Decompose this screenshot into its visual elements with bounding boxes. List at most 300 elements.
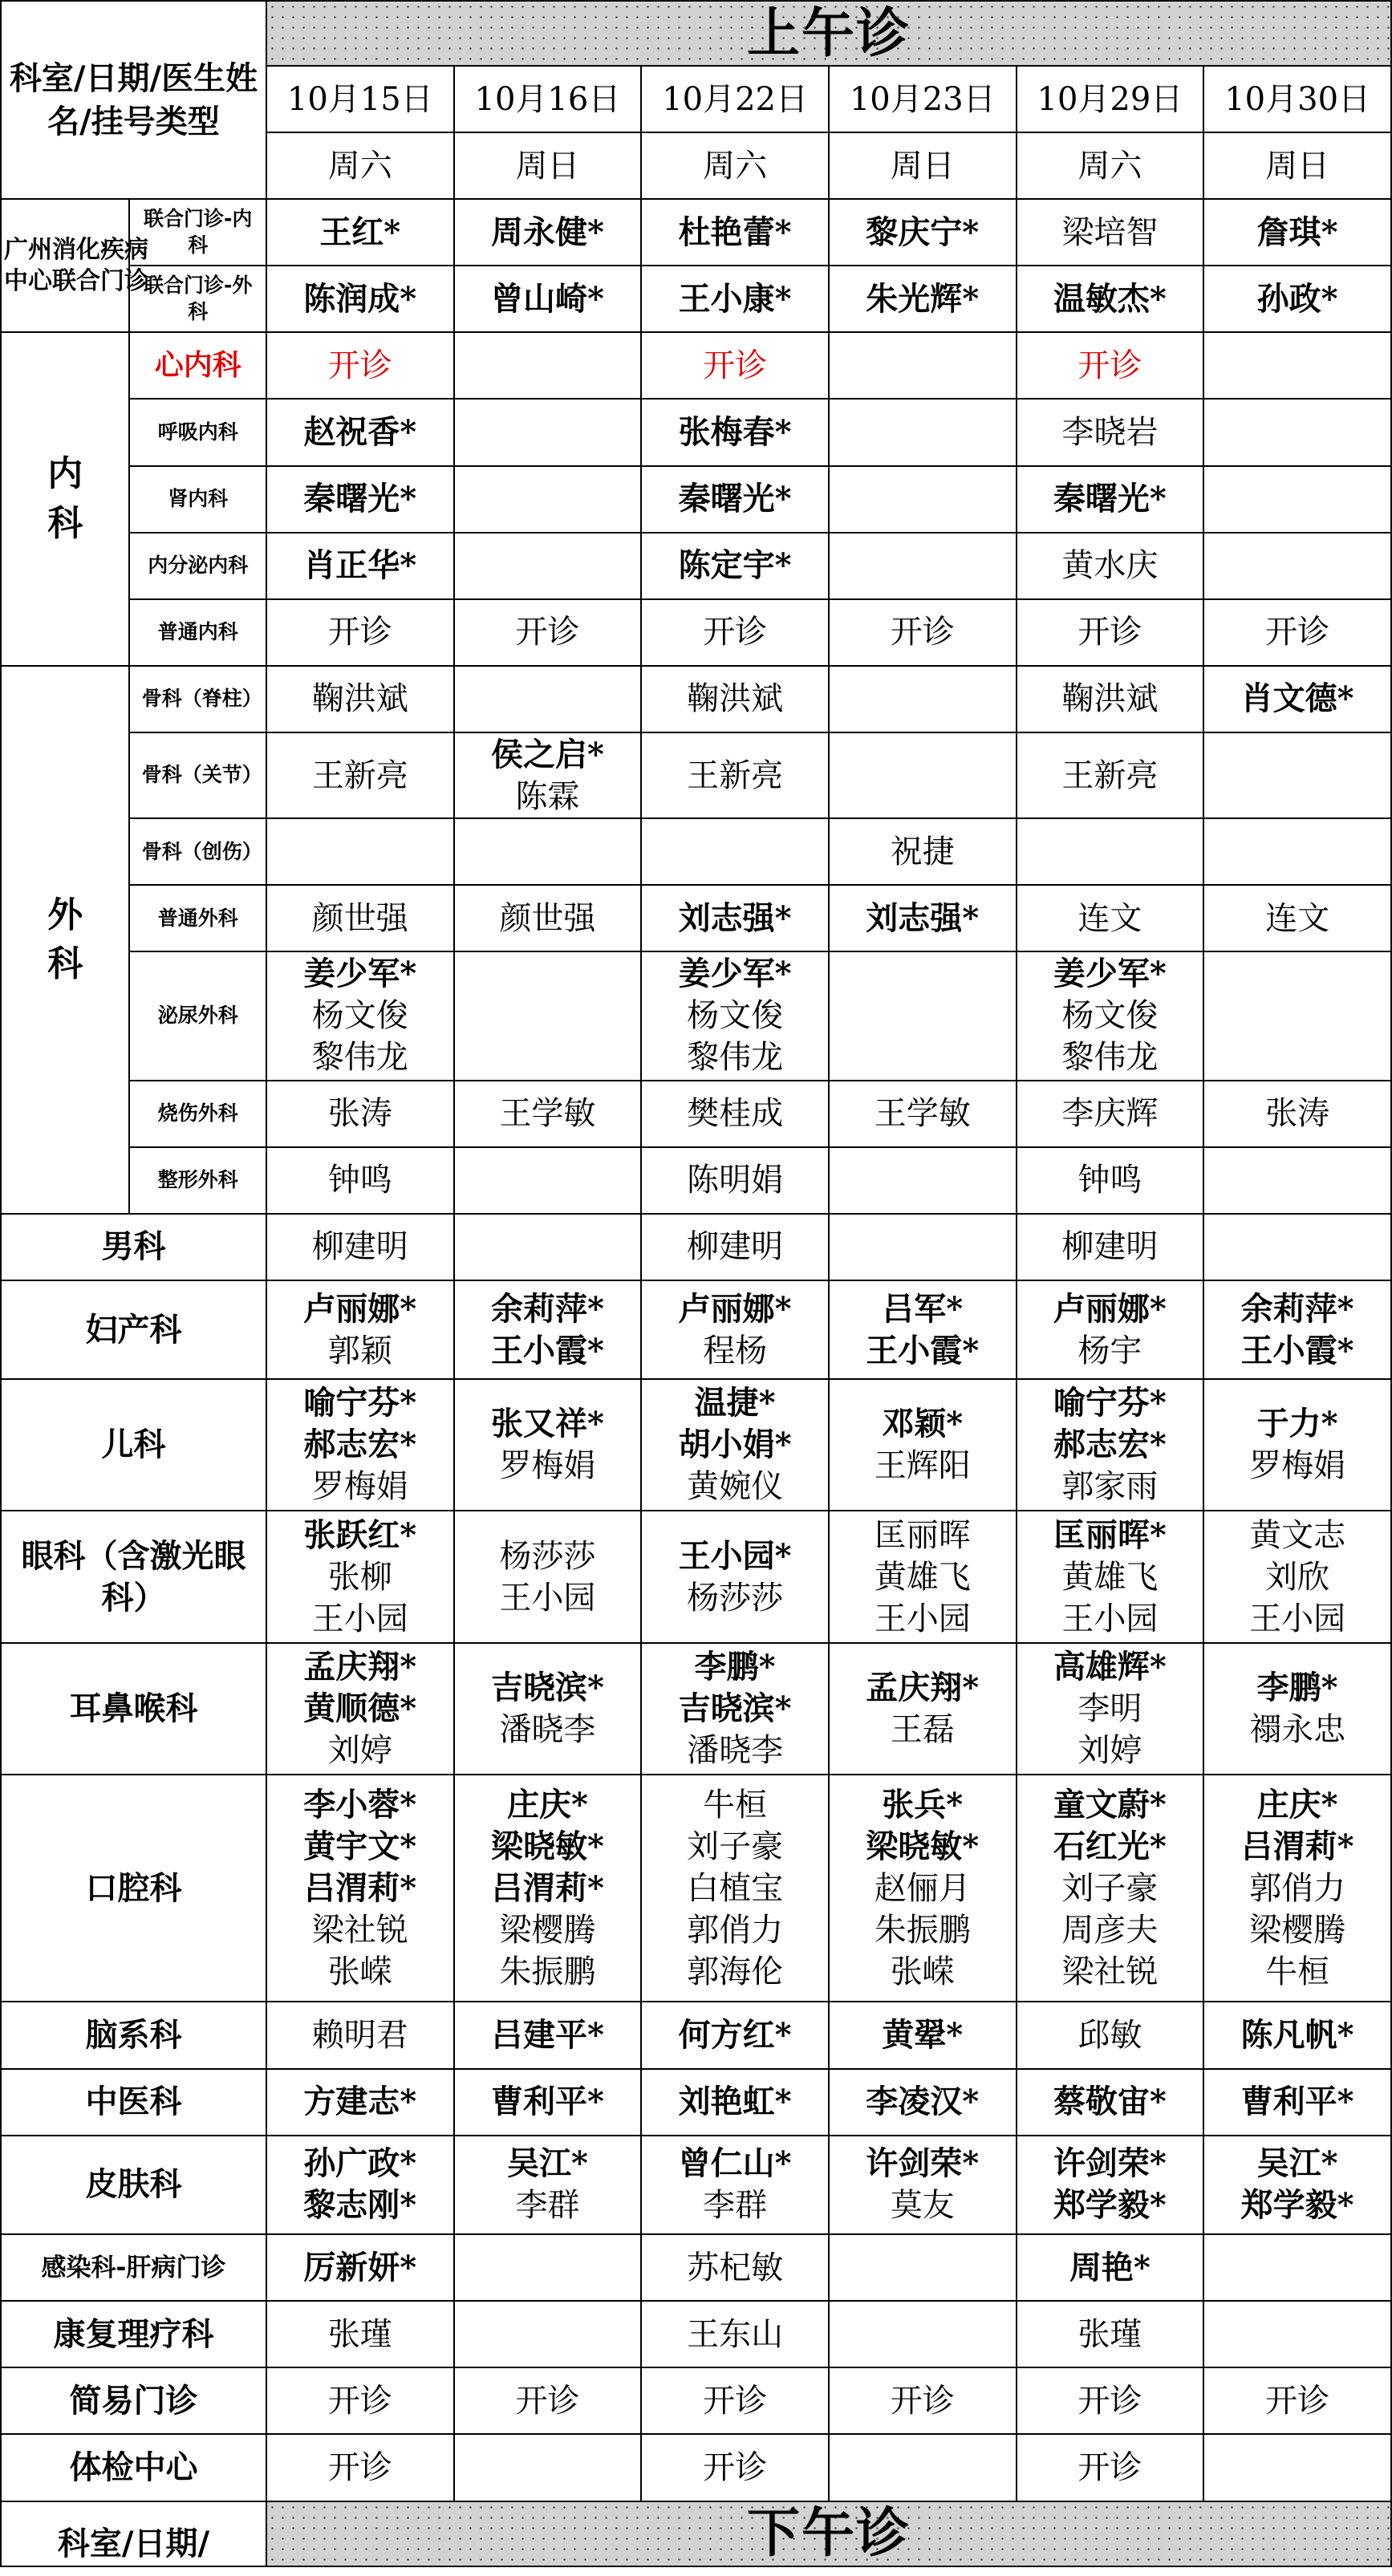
- schedule-row: [1, 332, 1391, 399]
- sub-department: [129, 885, 266, 951]
- schedule-cell: [1017, 666, 1204, 732]
- schedule-row: [1, 2002, 1391, 2068]
- doctor-name: 黄顺德*: [303, 1689, 417, 1727]
- sub-department: [129, 266, 266, 332]
- schedule-row: [1, 885, 1391, 951]
- weekday-header: 周六: [266, 132, 454, 199]
- schedule-cell: [641, 1775, 829, 2002]
- schedule-cell: [1203, 2069, 1391, 2136]
- doctor-name: 梁社锐: [1061, 1953, 1159, 1990]
- doctor-name: 黎志刚*: [303, 2186, 417, 2225]
- department: [1, 2234, 266, 2301]
- doctor-name: 开诊: [515, 2382, 580, 2420]
- department-group: [1, 199, 148, 332]
- schedule-cell: [829, 818, 1017, 885]
- schedule-cell: [454, 1775, 642, 2002]
- sub-department-label: 呼吸内科: [157, 420, 238, 444]
- doctor-name: 许剑荣*: [1053, 2144, 1167, 2183]
- schedule-cell: [454, 885, 642, 951]
- department: [1, 2367, 266, 2434]
- sub-department: [129, 732, 266, 818]
- sub-department-label: 普通外科: [157, 906, 238, 930]
- department-group-label: 内科: [47, 453, 83, 545]
- doctor-name: 石红光*: [1053, 1827, 1167, 1865]
- doctor-name: 郭家雨: [1061, 1468, 1159, 1506]
- doctor-name: 肖文德*: [1240, 679, 1354, 718]
- schedule-cell: [829, 1775, 1017, 2002]
- schedule-cell: [1203, 666, 1391, 732]
- schedule-cell: [829, 1147, 1017, 1214]
- doctor-name: 张涛: [327, 1095, 392, 1133]
- doctor-name: 王小园: [499, 1579, 596, 1617]
- schedule-row: [1, 466, 1391, 533]
- doctor-name: 朱振鹏: [874, 1911, 971, 1949]
- doctor-name: 张嵘: [327, 1953, 392, 1990]
- doctor-name: 侯之启*: [490, 735, 604, 773]
- schedule-cell: [266, 2367, 454, 2434]
- doctor-name: 罗梅娟: [311, 1468, 408, 1506]
- schedule-cell: [829, 1280, 1017, 1380]
- doctor-name: 王辉阳: [874, 1447, 971, 1485]
- schedule-cell: [1203, 533, 1391, 599]
- schedule-cell: [1203, 1147, 1391, 1214]
- schedule-cell: [454, 1280, 642, 1380]
- schedule-cell: [641, 2069, 829, 2136]
- doctor-name: 王东山: [687, 2315, 784, 2353]
- sub-department: [129, 399, 266, 465]
- doctor-name: 秦曙光*: [303, 480, 417, 518]
- doctor-name: 开诊: [703, 347, 768, 384]
- doctor-name: 温敏杰*: [1053, 279, 1167, 318]
- schedule-cell: [1017, 2234, 1204, 2301]
- schedule-cell: [266, 1511, 454, 1642]
- department-label: 中医科: [85, 2083, 182, 2121]
- schedule-cell: [1203, 266, 1391, 332]
- schedule-cell: [1203, 466, 1391, 533]
- doctor-name: 喻宁芬*: [1053, 1384, 1167, 1422]
- department-label: 口腔科: [85, 1869, 182, 1907]
- doctor-name: 刘婷: [327, 1731, 392, 1769]
- doctor-name: 李小蓉*: [303, 1785, 417, 1823]
- sub-department: [129, 599, 266, 666]
- schedule-cell: [1203, 2002, 1391, 2068]
- schedule-cell: [641, 1081, 829, 1147]
- schedule-cell: [641, 818, 829, 885]
- doctor-name: 卢丽娜*: [303, 1289, 417, 1328]
- page-bottom-edge: [0, 2567, 1392, 2576]
- schedule-cell: [454, 732, 642, 818]
- schedule-row: [1, 951, 1391, 1080]
- schedule-cell: [1203, 818, 1391, 885]
- doctor-name: 王小霞*: [1240, 1331, 1354, 1369]
- schedule-cell: [454, 599, 642, 666]
- doctor-name: 梁樱腾: [499, 1911, 596, 1949]
- doctor-name: 王小园*: [678, 1536, 792, 1575]
- department-label: 脑系科: [85, 2017, 182, 2055]
- schedule-cell: [1203, 599, 1391, 666]
- doctor-name: 开诊: [327, 2382, 392, 2420]
- schedule-cell: [829, 951, 1017, 1080]
- sub-department: [129, 533, 266, 599]
- doctor-name: 李晓岩: [1061, 413, 1159, 451]
- schedule-cell: [1017, 1643, 1204, 1775]
- sub-department-label: 联合门诊-内科: [144, 207, 253, 257]
- schedule-cell: [1203, 1643, 1391, 1775]
- doctor-name: 朱振鹏: [499, 1953, 596, 1990]
- doctor-name: 郑学毅*: [1240, 2186, 1354, 2225]
- doctor-name: 刘欣: [1265, 1558, 1330, 1596]
- schedule-cell: [266, 399, 454, 465]
- schedule-cell: [829, 2234, 1017, 2301]
- schedule-cell: [641, 2301, 829, 2367]
- doctor-name: 喻宁芬*: [303, 1384, 417, 1422]
- schedule-cell: [1017, 2136, 1204, 2235]
- doctor-name: 鞠洪斌: [311, 680, 408, 718]
- schedule-cell: [266, 2234, 454, 2301]
- schedule-cell: [454, 533, 642, 599]
- doctor-name: 何方红*: [678, 2016, 792, 2055]
- schedule-cell: [454, 399, 642, 465]
- doctor-name: 王小霞*: [490, 1331, 604, 1369]
- doctor-name: 杨宇: [1077, 1332, 1142, 1369]
- doctor-name: 苏杞敏: [687, 2249, 784, 2286]
- doctor-name: 开诊: [515, 614, 580, 651]
- sub-department: [129, 466, 266, 533]
- schedule-cell: [829, 399, 1017, 465]
- schedule-cell: [829, 199, 1017, 266]
- doctor-name: 杨文俊: [1061, 997, 1159, 1035]
- schedule-cell: [266, 666, 454, 732]
- department-group-label: 外科: [47, 894, 83, 985]
- doctor-name: 孟庆翔*: [866, 1668, 980, 1706]
- schedule-cell: [641, 2367, 829, 2434]
- doctor-name: 庄庆*: [506, 1785, 588, 1823]
- department: [1, 2301, 266, 2367]
- department-label: 男科: [101, 1228, 166, 1266]
- sub-department-label: 骨科（脊柱）: [141, 687, 262, 711]
- schedule-cell: [641, 399, 829, 465]
- schedule-row: [1, 2234, 1391, 2301]
- schedule-row: [1, 732, 1391, 818]
- schedule-cell: [1017, 1775, 1204, 2002]
- afternoon-banner-row: [1, 2501, 1391, 2566]
- doctor-name: 杨莎莎: [687, 1579, 784, 1617]
- schedule-cell: [266, 732, 454, 818]
- schedule-cell: [641, 1643, 829, 1775]
- doctor-name: 牛桓: [1265, 1953, 1330, 1990]
- doctor-name: 邱敏: [1077, 2017, 1142, 2055]
- corner-label: 科室/日期/医生姓名/挂号类型: [1, 1, 266, 199]
- department-label: 耳鼻喉科: [69, 1690, 198, 1727]
- schedule-cell: [641, 732, 829, 818]
- schedule-cell: [454, 266, 642, 332]
- schedule-cell: [266, 599, 454, 666]
- schedule-cell: [829, 1379, 1017, 1511]
- schedule-cell: [1203, 2434, 1391, 2501]
- doctor-name: 开诊: [1265, 614, 1330, 651]
- doctor-name: 张瑾: [327, 2315, 392, 2353]
- schedule-cell: [1017, 818, 1204, 885]
- schedule-row: [1, 2136, 1391, 2235]
- schedule-cell: [829, 1081, 1017, 1147]
- doctor-name: 开诊: [1077, 2449, 1142, 2487]
- doctor-name: 开诊: [1077, 2382, 1142, 2420]
- doctor-name: 黄宇文*: [303, 1827, 417, 1865]
- schedule-cell: [641, 2434, 829, 2501]
- doctor-name: 王小园: [1249, 1600, 1346, 1637]
- sub-department-label: 肾内科: [168, 486, 229, 510]
- doctor-name: 王小园: [874, 1600, 971, 1637]
- schedule-cell: [1203, 2367, 1391, 2434]
- department: [1, 2069, 266, 2136]
- schedule-cell: [1203, 1214, 1391, 1280]
- doctor-name: 陈定宇*: [678, 546, 792, 585]
- schedule-cell: [1017, 399, 1204, 465]
- date-header: 10月22日: [641, 66, 829, 132]
- sub-department: [129, 818, 266, 885]
- schedule-cell: [1203, 332, 1391, 399]
- schedule-cell: [266, 2069, 454, 2136]
- schedule-cell: [266, 2301, 454, 2367]
- department: [1, 1280, 266, 1380]
- doctor-name: 鞠洪斌: [687, 680, 784, 718]
- schedule-cell: [829, 466, 1017, 533]
- doctor-name: 李庆辉: [1061, 1095, 1159, 1133]
- schedule-cell: [829, 2434, 1017, 2501]
- schedule-cell: [266, 818, 454, 885]
- schedule-cell: [1017, 199, 1204, 266]
- department: [1, 1775, 266, 2002]
- schedule-cell: [1203, 1280, 1391, 1380]
- doctor-name: 匡丽晖: [874, 1516, 971, 1554]
- doctor-name: 颜世强: [311, 899, 408, 937]
- schedule-cell: [454, 951, 642, 1080]
- schedule-cell: [1017, 466, 1204, 533]
- doctor-name: 姜少军*: [303, 955, 417, 993]
- doctor-name: 樊桂成: [687, 1095, 784, 1133]
- department-label: 体检中心: [69, 2449, 198, 2487]
- doctor-name: 罗梅娟: [499, 1447, 596, 1485]
- department: [1, 1379, 266, 1511]
- sub-department-label: 联合门诊-外科: [144, 274, 253, 323]
- doctor-name: 连文: [1077, 899, 1142, 937]
- afternoon-banner: 下午诊: [266, 2501, 1391, 2566]
- doctor-name: 庄庆*: [1256, 1785, 1338, 1823]
- doctor-name: 李鹏*: [1256, 1668, 1338, 1706]
- weekday-header: 周日: [1203, 132, 1391, 199]
- weekday-header: 周日: [454, 132, 642, 199]
- schedule-cell: [266, 2434, 454, 2501]
- doctor-name: 张跃红*: [303, 1515, 417, 1554]
- schedule-row: [1, 599, 1391, 666]
- doctor-name: 朱光辉*: [866, 279, 980, 318]
- doctor-name: 秦曙光*: [678, 480, 792, 518]
- schedule-cell: [641, 332, 829, 399]
- schedule-cell: [829, 1643, 1017, 1775]
- doctor-name: 禤永忠: [1249, 1710, 1346, 1748]
- doctor-name: 开诊: [703, 2449, 768, 2487]
- schedule-cell: [454, 1214, 642, 1280]
- doctor-name: 吕渭莉*: [1240, 1827, 1354, 1865]
- weekday-header: 周六: [1017, 132, 1204, 199]
- schedule-cell: [1017, 732, 1204, 818]
- schedule-cell: [1017, 266, 1204, 332]
- doctor-name: 张又祥*: [490, 1405, 604, 1443]
- doctor-name: 罗梅娟: [1249, 1447, 1346, 1485]
- doctor-name: 吕渭莉*: [303, 1868, 417, 1907]
- schedule-cell: [829, 599, 1017, 666]
- doctor-name: 陈明娟: [687, 1162, 784, 1199]
- doctor-name: 梁晓敏*: [866, 1827, 980, 1865]
- doctor-name: 张瑾: [1077, 2315, 1142, 2353]
- doctor-name: 曹利平*: [1240, 2083, 1354, 2121]
- doctor-name: 蔡敬宙*: [1053, 2083, 1167, 2121]
- schedule-row: [1, 399, 1391, 465]
- weekday-header: 周日: [829, 132, 1017, 199]
- schedule-cell: [1203, 1511, 1391, 1642]
- doctor-name: 刘子豪: [687, 1828, 784, 1865]
- doctor-name: 程杨: [703, 1332, 768, 1369]
- schedule-row: [1, 1280, 1391, 1380]
- doctor-name: 肖正华*: [303, 546, 417, 585]
- department: [1, 2136, 266, 2235]
- doctor-name: 邓颖*: [882, 1405, 964, 1443]
- doctor-name: 郑学毅*: [1053, 2186, 1167, 2225]
- date-header: 10月16日: [454, 66, 642, 132]
- schedule-cell: [1203, 951, 1391, 1080]
- schedule-cell: [1203, 732, 1391, 818]
- schedule-cell: [454, 2136, 642, 2235]
- doctor-name: 张兵*: [882, 1785, 964, 1823]
- schedule-cell: [1203, 885, 1391, 951]
- doctor-name: 黎庆宁*: [866, 213, 980, 251]
- date-header: 10月23日: [829, 66, 1017, 132]
- doctor-name: 牛桓: [703, 1786, 768, 1823]
- doctor-name: 梁培智: [1061, 213, 1159, 251]
- schedule-cell: [829, 1214, 1017, 1280]
- schedule-cell: [1017, 885, 1204, 951]
- schedule-cell: [454, 199, 642, 266]
- schedule-cell: [641, 951, 829, 1080]
- department-label: 感染科-肝病门诊: [41, 2253, 226, 2282]
- doctor-name: 李凌汉*: [866, 2083, 980, 2121]
- doctor-name: 胡小娟*: [678, 1426, 792, 1464]
- doctor-name: 厉新妍*: [303, 2248, 417, 2286]
- schedule-cell: [454, 1379, 642, 1511]
- doctor-name: 王学敏: [499, 1095, 596, 1133]
- doctor-name: 郭俏力: [1249, 1869, 1346, 1907]
- schedule-cell: [266, 1280, 454, 1380]
- doctor-name: 郝志宏*: [1053, 1426, 1167, 1464]
- doctor-name: 黎伟龙: [311, 1039, 408, 1077]
- schedule-row: [1, 1511, 1391, 1642]
- doctor-name: 张柳: [327, 1558, 392, 1596]
- schedule-cell: [829, 2367, 1017, 2434]
- schedule-cell: [829, 2002, 1017, 2068]
- doctor-name: 王红*: [319, 213, 401, 251]
- doctor-name: 刘婷: [1077, 1731, 1142, 1769]
- schedule-cell: [1017, 951, 1204, 1080]
- schedule-cell: [454, 332, 642, 399]
- schedule-cell: [454, 666, 642, 732]
- doctor-name: 柳建明: [311, 1228, 408, 1266]
- doctor-name: 余莉萍*: [490, 1289, 604, 1328]
- schedule-cell: [266, 533, 454, 599]
- date-header: 10月29日: [1017, 66, 1204, 132]
- schedule-cell: [641, 1147, 829, 1214]
- schedule-cell: [266, 951, 454, 1080]
- doctor-name: 开诊: [890, 2382, 955, 2420]
- schedule-cell: [1203, 2136, 1391, 2235]
- schedule-row: [1, 533, 1391, 599]
- sub-department-label: 普通内科: [157, 619, 238, 643]
- doctor-name: 温捷*: [694, 1384, 776, 1422]
- department-label: 简易门诊: [69, 2382, 198, 2420]
- doctor-name: 杨文俊: [311, 997, 408, 1035]
- sub-department-label: 泌尿外科: [157, 1004, 238, 1028]
- doctor-name: 黎伟龙: [687, 1039, 784, 1077]
- schedule-cell: [1017, 1081, 1204, 1147]
- doctor-name: 吕军*: [882, 1289, 964, 1328]
- doctor-name: 郭俏力: [687, 1911, 784, 1949]
- doctor-name: 黄雄飞: [1061, 1558, 1159, 1596]
- doctor-name: 开诊: [890, 614, 955, 651]
- doctor-name: 赵俪月: [874, 1869, 971, 1907]
- doctor-name: 余莉萍*: [1240, 1289, 1354, 1328]
- doctor-name: 开诊: [703, 2382, 768, 2420]
- schedule-cell: [1017, 1379, 1204, 1511]
- doctor-name: 于力*: [1256, 1405, 1338, 1443]
- doctor-name: 方建志*: [303, 2083, 417, 2121]
- doctor-name: 张梅春*: [678, 412, 792, 451]
- schedule-cell: [454, 2069, 642, 2136]
- doctor-name: 鞠洪斌: [1061, 680, 1159, 718]
- doctor-name: 开诊: [327, 614, 392, 651]
- doctor-name: 周艳*: [1069, 2248, 1151, 2286]
- schedule-cell: [1203, 1775, 1391, 2002]
- department: [1, 2434, 266, 2501]
- schedule-cell: [641, 2002, 829, 2068]
- doctor-name: 钟鸣: [1077, 1162, 1142, 1199]
- schedule-cell: [641, 533, 829, 599]
- schedule-cell: [641, 466, 829, 533]
- department: [1, 2002, 266, 2068]
- schedule-cell: [266, 2002, 454, 2068]
- schedule-cell: [454, 2002, 642, 2068]
- doctor-name: 郭颖: [327, 1332, 392, 1369]
- doctor-name: 赵祝香*: [303, 412, 417, 451]
- schedule-cell: [641, 266, 829, 332]
- schedule-row: [1, 666, 1391, 732]
- schedule-cell: [641, 1511, 829, 1642]
- schedule-cell: [829, 2301, 1017, 2367]
- schedule-cell: [641, 199, 829, 266]
- doctor-name: 吴江*: [506, 2144, 588, 2183]
- sub-department-label: 骨科（关节）: [141, 763, 262, 787]
- sub-department-label: 烧伤外科: [157, 1101, 238, 1125]
- schedule-cell: [266, 2136, 454, 2235]
- schedule-cell: [641, 599, 829, 666]
- doctor-name: 吴江*: [1256, 2144, 1338, 2183]
- sub-department: [129, 332, 266, 399]
- schedule-cell: [641, 1214, 829, 1280]
- doctor-name: 梁晓敏*: [490, 1827, 604, 1865]
- doctor-name: 黄文志: [1249, 1516, 1346, 1554]
- doctor-name: 莫友: [890, 2187, 955, 2225]
- doctor-name: 开诊: [327, 347, 392, 384]
- schedule-cell: [266, 1214, 454, 1280]
- sub-department-label: 内分泌内科: [148, 553, 249, 577]
